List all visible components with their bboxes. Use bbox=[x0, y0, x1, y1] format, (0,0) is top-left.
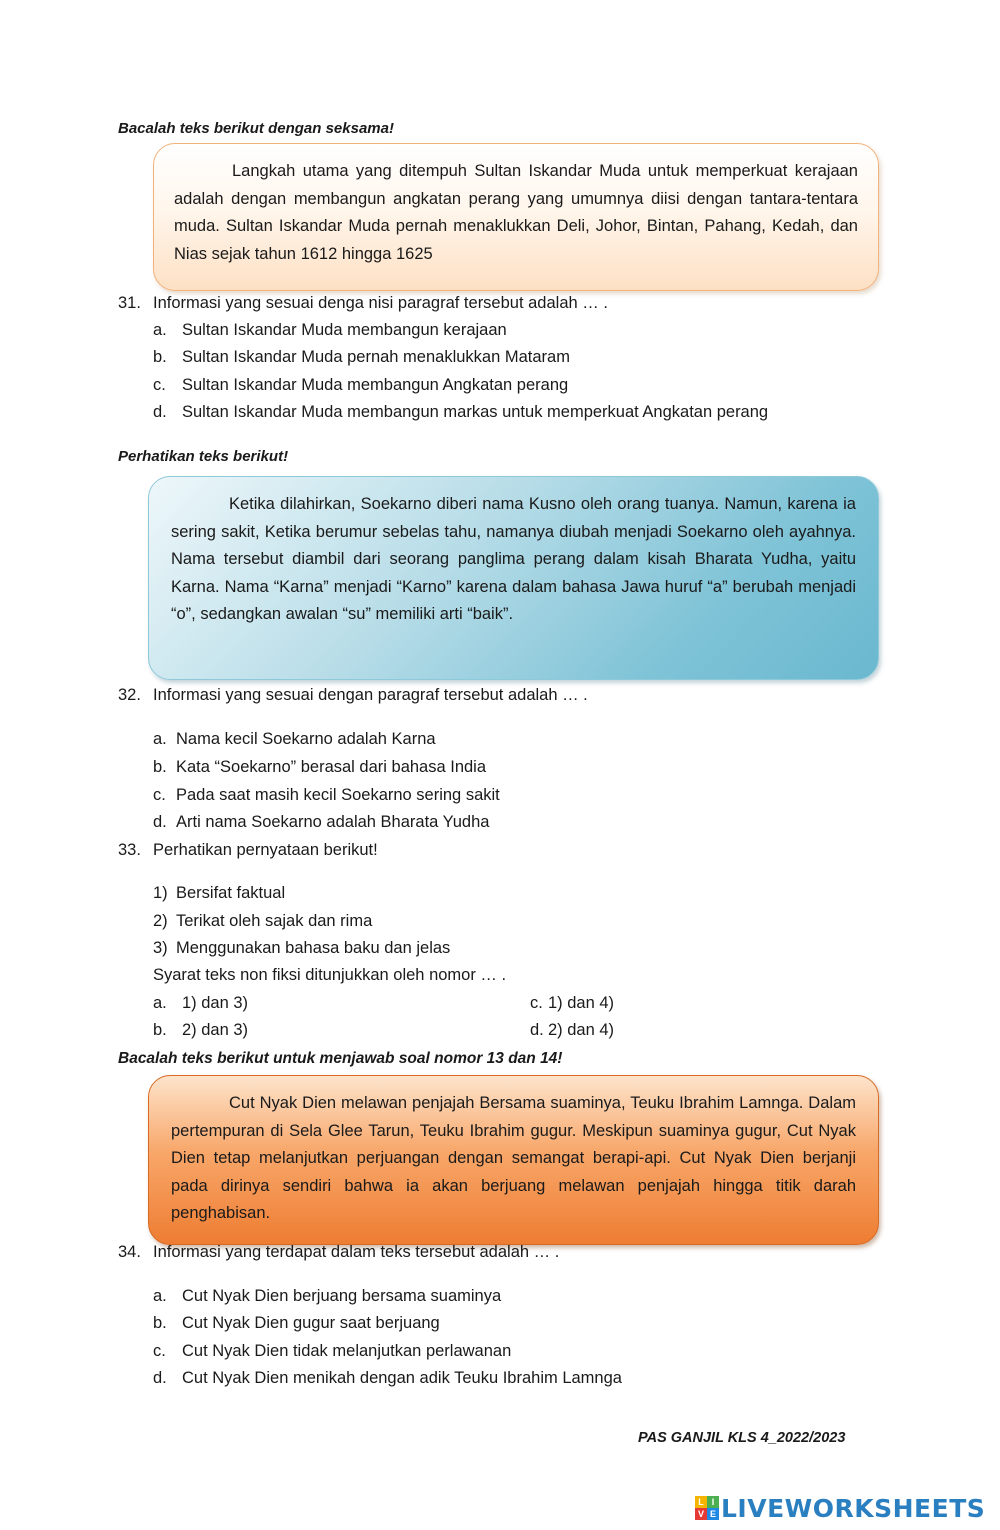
footer-label: PAS GANJIL KLS 4_2022/2023 bbox=[638, 1430, 846, 1446]
statement-number: 1) bbox=[153, 884, 168, 902]
logo-icon-letter: I bbox=[707, 1496, 719, 1508]
logo-icon-letter: L bbox=[695, 1496, 707, 1508]
question-number: 34. bbox=[118, 1243, 141, 1261]
option-text: 2) dan 4) bbox=[548, 1021, 615, 1039]
liveworksheets-logo-icon bbox=[695, 1496, 719, 1520]
statement-text: Menggunakan bahasa baku dan jelas bbox=[176, 939, 451, 957]
question-text: Informasi yang terdapat dalam teks tersebut adalah … . bbox=[153, 1243, 560, 1261]
option-text: Sultan Iskandar Muda membangun kerajaan bbox=[182, 321, 507, 339]
option-letter: c. bbox=[530, 994, 543, 1012]
option-text: 2) dan 3) bbox=[182, 1021, 249, 1039]
option-text: 1) dan 4) bbox=[548, 994, 615, 1012]
instruction-2: Perhatikan teks berikut! bbox=[118, 448, 289, 465]
statement-text: Bersifat faktual bbox=[176, 884, 286, 902]
option-letter: c. bbox=[153, 1342, 166, 1360]
instruction-1: Bacalah teks berikut dengan seksama! bbox=[118, 120, 394, 137]
option-letter: d. bbox=[153, 813, 167, 831]
option-letter: a. bbox=[153, 321, 167, 339]
logo-icon-letter: E bbox=[707, 1508, 719, 1520]
option-letter: c. bbox=[153, 376, 166, 394]
question-text: Informasi yang sesuai dengan paragraf tersebut adalah … . bbox=[153, 686, 588, 704]
option-text: Kata “Soekarno” berasal dari bahasa India bbox=[176, 758, 487, 776]
option-letter: d. bbox=[153, 1369, 167, 1387]
option-text: Cut Nyak Dien tidak melanjutkan perlawanan bbox=[182, 1342, 512, 1360]
question-number: 32. bbox=[118, 686, 141, 704]
option-letter: b. bbox=[153, 1314, 167, 1332]
option-text: Sultan Iskandar Muda membangun Angkatan perang bbox=[182, 376, 569, 394]
question-text: Informasi yang sesuai denga nisi paragraf tersebut adalah … . bbox=[153, 294, 608, 312]
logo-icon-letter: V bbox=[695, 1508, 707, 1520]
liveworksheets-logo[interactable] bbox=[695, 1492, 985, 1524]
statement-number: 3) bbox=[153, 939, 168, 957]
question-prompt: Syarat teks non fiksi ditunjukkan oleh nomor … . bbox=[153, 966, 507, 984]
option-letter: c. bbox=[153, 786, 166, 804]
option-text: Arti nama Soekarno adalah Bharata Yudha bbox=[176, 813, 490, 831]
instruction-3: Bacalah teks berikut untuk menjawab soal nomor 13 dan 14! bbox=[118, 1050, 563, 1067]
option-letter: d. bbox=[530, 1021, 544, 1039]
option-letter: b. bbox=[153, 758, 167, 776]
option-text: 1) dan 3) bbox=[182, 994, 249, 1012]
option-letter: d. bbox=[153, 403, 167, 421]
passage-box-cut-nyak-dien bbox=[148, 1075, 879, 1245]
passage-text: Cut Nyak Dien melawan penjajah Bersama suaminya, Teuku Ibrahim Lamnga. Dalam pertempuran di Sela Glee Tarun, Teuku Ibrahim gugur. Meskipun suaminya gugur, Cut Nyak Dien tetap melanjutkan perjuangan dengan semangat berapi-api. Cut Nyak Dien berjanji pada dirinya sendiri bahwa ia akan berjuang melawan penjajah hingga titik darah penghabisan. bbox=[171, 1094, 856, 1222]
option-text: Sultan Iskandar Muda pernah menaklukkan Mataram bbox=[182, 348, 570, 366]
option-text: Sultan Iskandar Muda membangun markas untuk memperkuat Angkatan perang bbox=[182, 403, 769, 421]
logo-text: LIVEWORKSHEETS bbox=[721, 1493, 986, 1523]
option-letter: a. bbox=[153, 1287, 167, 1305]
option-letter: b. bbox=[153, 1021, 167, 1039]
option-text: Cut Nyak Dien gugur saat berjuang bbox=[182, 1314, 440, 1332]
passage-text: Ketika dilahirkan, Soekarno diberi nama Kusno oleh orang tuanya. Namun, karena ia sering sakit, Ketika berumur sebelas tahu, namanya diubah menjadi Soekarno oleh ayahnya. Nama tersebut diambil dari seorang panglima perang dalam kisah Bharata Yudha, yaitu Karna. Nama “Karna” menjadi “Karno” karena dalam bahasa Jawa huruf “a” berubah menjadi “o”, sedangkan awalan “su” memiliki arti “baik”. bbox=[171, 495, 856, 623]
passage-text: Langkah utama yang ditempuh Sultan Iskandar Muda untuk memperkuat kerajaan adalah dengan membangun angkatan perang yang umumnya diisi dengan tantara-tentara muda. Sultan Iskandar Muda pernah menaklukkan Deli, Johor, Bintan, Pahang, Kedah, dan Nias sejak tahun 1612 hingga 1625 bbox=[174, 162, 858, 263]
question-number: 31. bbox=[118, 294, 141, 312]
option-letter: a. bbox=[153, 994, 167, 1012]
option-letter: b. bbox=[153, 348, 167, 366]
option-text: Nama kecil Soekarno adalah Karna bbox=[176, 730, 436, 748]
statement-number: 2) bbox=[153, 912, 168, 930]
passage-box-iskandar-muda bbox=[153, 143, 879, 291]
statement-text: Terikat oleh sajak dan rima bbox=[176, 912, 373, 930]
question-text: Perhatikan pernyataan berikut! bbox=[153, 841, 378, 859]
passage-box-soekarno bbox=[148, 476, 879, 680]
option-text: Pada saat masih kecil Soekarno sering sakit bbox=[176, 786, 500, 804]
option-text: Cut Nyak Dien menikah dengan adik Teuku Ibrahim Lamnga bbox=[182, 1369, 622, 1387]
question-number: 33. bbox=[118, 841, 141, 859]
option-text: Cut Nyak Dien berjuang bersama suaminya bbox=[182, 1287, 502, 1305]
option-letter: a. bbox=[153, 730, 167, 748]
